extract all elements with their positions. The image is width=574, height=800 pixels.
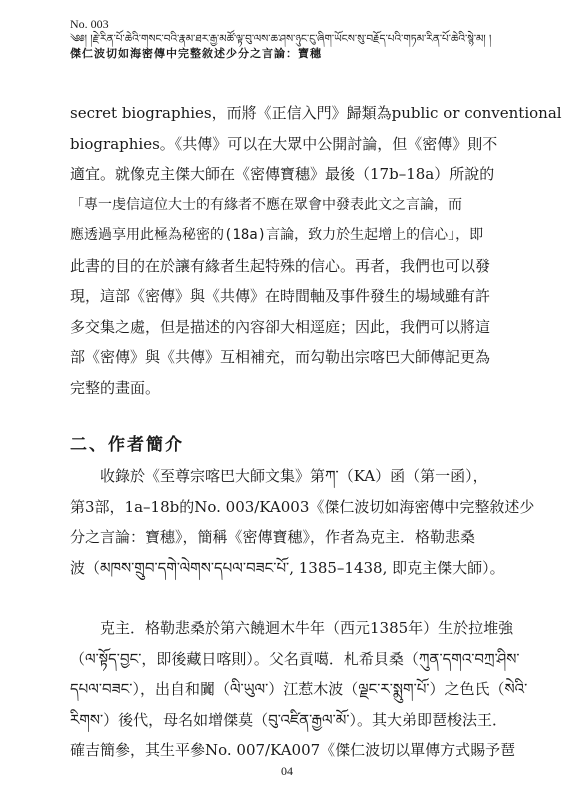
quotation bbox=[70, 190, 512, 251]
text-line: 此書的目的在於讓有緣者生起特殊的信心。再者，我們也可以發 bbox=[70, 256, 491, 275]
document-number: No. 003 bbox=[70, 17, 109, 31]
paragraph-2 bbox=[70, 461, 535, 583]
page-body bbox=[70, 98, 562, 766]
text-line: 現，這部《密傳》與《共傳》在時間軸及事件發生的場域雖有許 bbox=[70, 287, 491, 305]
text-line: biographies。《共傳》可以在大眾中公開討論，但《密傳》則不 bbox=[70, 134, 498, 153]
tibetan-title: ༄༅། །རྗེ་རིན་པོ་ཆེའི་གསང་བའི་རྣམ་ཐར་རྒྱ་མཚོ་ལྟ་བུ་ལས་ཆ་ཤས་ཉུང་ངུ་ཞིག་ཡོངས་སུ་བརྗོད་པའི་གཏམ་རིན་པོ་ཆེའི་སྙེ་མ། ། bbox=[70, 33, 492, 45]
text-line: རིགས་）後代，母名如增傑莫（བུ་འཛིན་རྒྱལ་མོ་）。其大弟即琶梭法王． bbox=[70, 710, 507, 729]
text-line: secret biographies，而將《正信入門》歸類為public or conventional bbox=[70, 104, 562, 122]
text-line: 確吉簡參，其生平參No. 007/KA007《傑仁波切以單傳方式賜予琶 bbox=[70, 741, 516, 759]
text-line: 收錄於《至尊宗喀巴大師文集》第ཀ་（KA）函（第一函）， bbox=[100, 467, 488, 485]
running-header bbox=[70, 17, 510, 61]
text-line: 適宜。就像克主傑大師在《密傳寶穗》最後（17b–18a）所說的 bbox=[70, 165, 495, 183]
section-heading: 二、作者簡介 bbox=[70, 435, 184, 455]
text-line: 波（མཁས་གྲུབ་དགེ་ལེགས་དཔལ་བཟང་པོ་, 1385–1438, 即克主傑大師）。 bbox=[70, 558, 505, 577]
quote-line: 「專一虔信這位大士的有緣者不應在眾會中發表此文之言論，而 bbox=[70, 196, 462, 213]
text-line: དཔལ་བཟང་），出自和闐（ལི་ཡུལ་）江惹木波（ལྗང་ར་སྨུག་པོ་）之色氏（སེའི་ bbox=[70, 680, 528, 698]
text-line: 分之言論：寶穗》，簡稱《密傳寶穗》，作者為克主．格勒悲桑 bbox=[70, 528, 476, 546]
page-number: 04 bbox=[281, 764, 293, 778]
paragraph-1 bbox=[70, 98, 562, 190]
chinese-title: 傑仁波切如海密傳中完整敘述少分之言論：寶穗 bbox=[70, 47, 322, 60]
text-line: （ལ་སྟོད་བྱང་，即後藏日喀則）。父名貢噶．札希貝桑（ཀུན་དགའ་བཀྲ་ཤིས་ bbox=[70, 649, 520, 668]
paragraph-3 bbox=[70, 613, 528, 766]
text-line: 克主．格勒悲桑於第六饒迴木牛年（西元1385年）生於拉堆強 bbox=[100, 619, 514, 637]
text-line: 多交集之處，但是描述的內容卻大相逕庭；因此，我們可以將這 bbox=[70, 317, 491, 336]
paragraph-1-cont bbox=[70, 251, 512, 404]
text-line: 完整的畫面。 bbox=[70, 378, 161, 397]
text-line: 第3部，1a–18b的No. 003/KA003《傑仁波切如海密傳中完整敘述少 bbox=[70, 497, 535, 516]
quote-line: 應透過享用此極為秘密的(18a)言論，致力於生起增上的信心」，即 bbox=[70, 227, 484, 243]
text-line: 部《密傳》與《共傳》互相補充，而勾勒出宗喀巴大師傳記更為 bbox=[70, 348, 491, 366]
